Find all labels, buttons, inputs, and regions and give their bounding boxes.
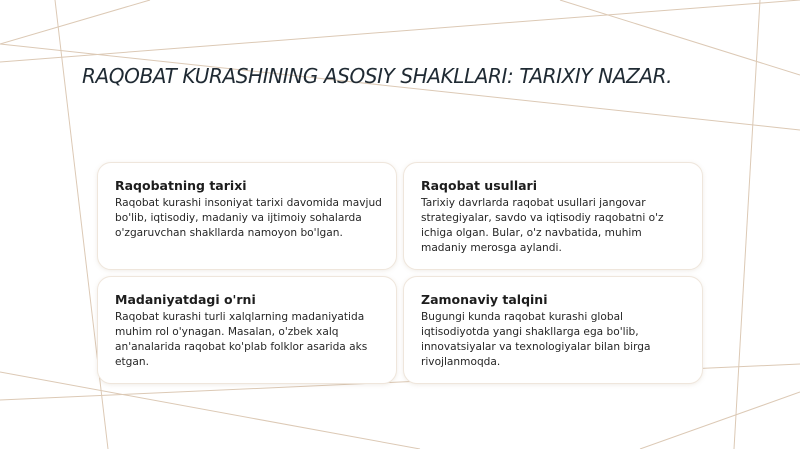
slide-title: RAQOBAT KURASHINING ASOSIY SHAKLLARI: TARIXIY NAZAR. — [82, 64, 673, 88]
card-heading: Raqobatning tarixi — [115, 178, 247, 193]
card-text: Raqobat kurashi insoniyat tarixi davomida mavjud bo'lib, iqtisodiy, madaniy va ijtimoiy sohalarda o'zgaruvchan shakllarda namoyon bo'lgan. — [115, 197, 382, 239]
card-raqobatning-tarixi — [97, 162, 397, 270]
card-text: Tarixiy davrlarda raqobat usullari jangovar strategiyalar, savdo va iqtisodiy raqobatni o'z ichiga olgan. Bular, o'z navbatida, muhim madaniy merosga aylandi. — [421, 197, 664, 254]
card-madaniyatdagi-orni — [97, 276, 397, 384]
card-text: Raqobat kurashi turli xalqlarning madaniyatida muhim rol o'ynagan. Masalan, o'zbek xalq an'analarida raqobat ko'plab folklor asarida aks etgan. — [115, 311, 368, 368]
card-heading: Madaniyatdagi o'rni — [115, 292, 256, 307]
card-text: Bugungi kunda raqobat kurashi global iqtisodiyotda yangi shakllarga ega bo'lib, innovatsiyalar va texnologiyalar bilan birga rivojlanmoqda. — [421, 311, 651, 368]
card-heading: Raqobat usullari — [421, 178, 537, 193]
card-zamonaviy-talqini — [403, 276, 703, 384]
card-raqobat-usullari — [403, 162, 703, 270]
card-heading: Zamonaviy talqini — [421, 292, 548, 307]
